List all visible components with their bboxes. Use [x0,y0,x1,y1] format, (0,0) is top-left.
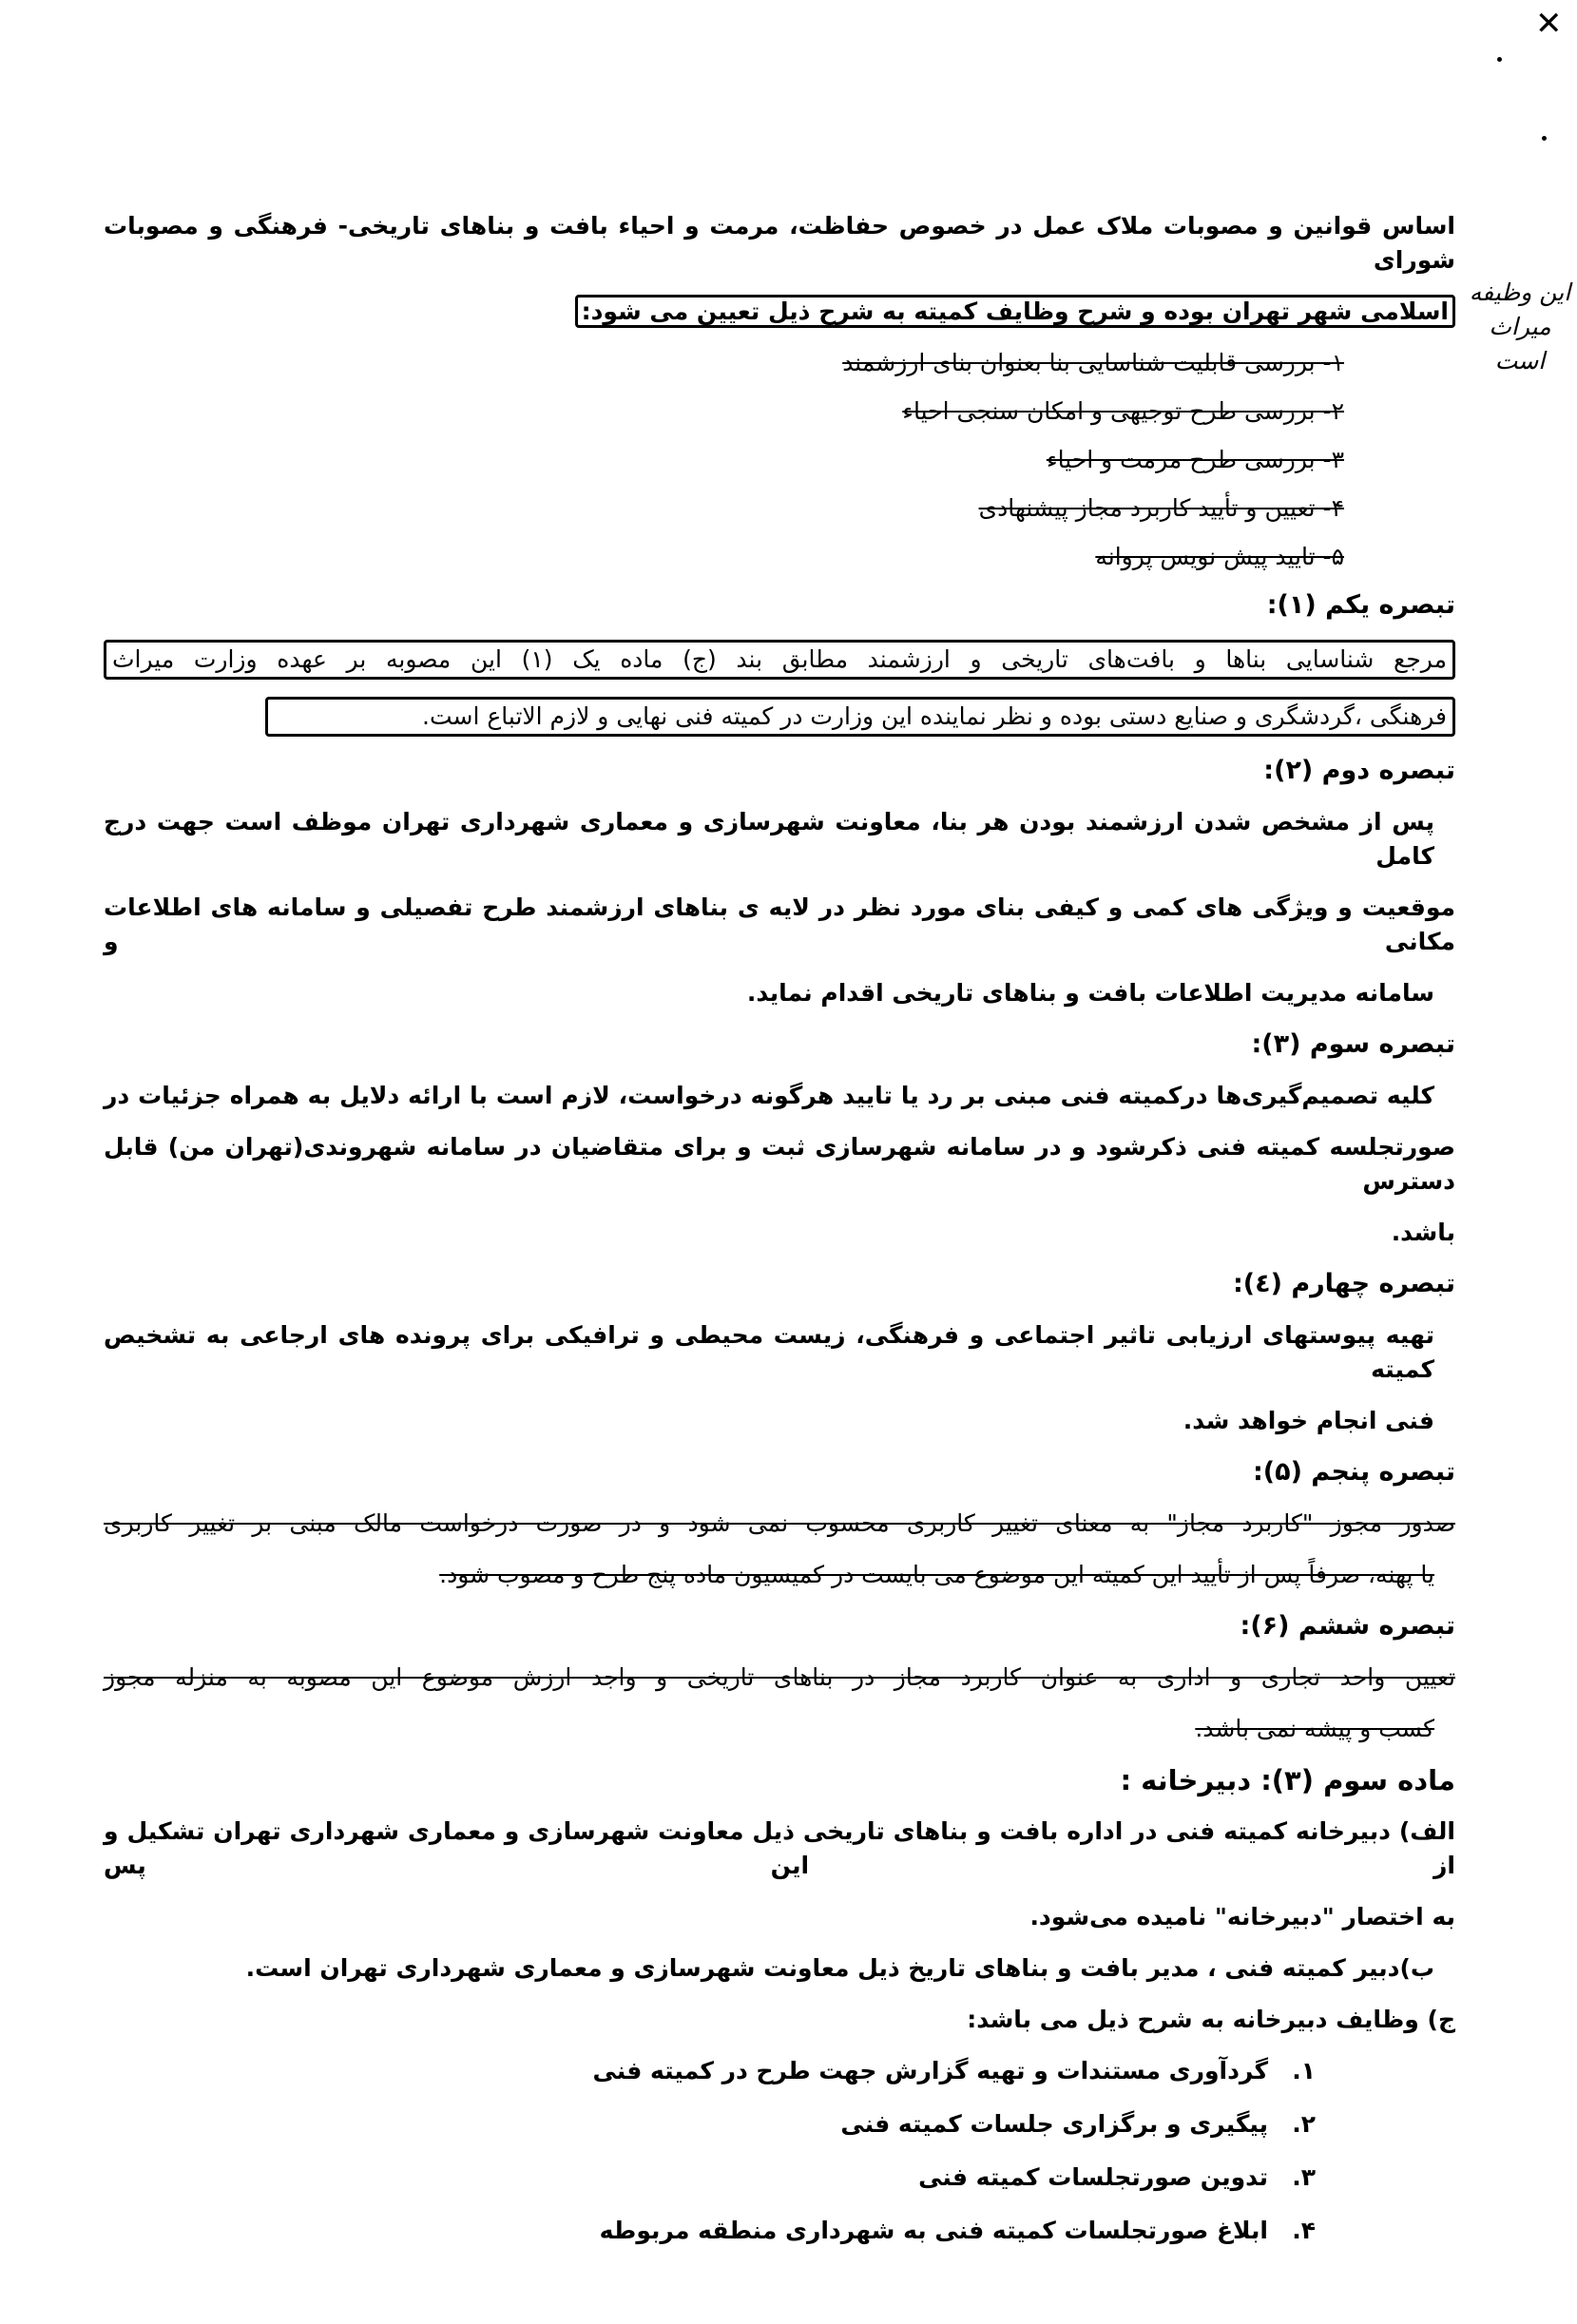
top-corner-mark: ✕ [1535,5,1563,43]
note-4-line: فنی انجام خواهد شد. [1183,1407,1434,1434]
note-3-heading: تبصره سوم (۳): [1251,1029,1455,1059]
item-text: گردآوری مستندات و تهیه گزارش جهت طرح در کمیته فنی [592,2057,1268,2084]
duty-item: ۳- بررسی طرح مرمت و احیاء [1046,446,1344,473]
note-6-line: تعیین واحد تجاری و اداری به عنوان کاربرد مجاز در بناهای تاریخی و واجد ارزش موضوع این مصوبه به منزله مجوز [104,1663,1455,1691]
duty-item: ۴- تعیین و تأیید کاربرد مجاز پیشنهادی [978,494,1344,522]
article-3-jim: ج) وظایف دبیرخانه به شرح ذیل می باشد: [967,2006,1455,2033]
note-3-line: کلیه تصمیم‌گیری‌ها درکمیته فنی مبنی بر رد یا تایید هرگونه درخواست، لازم است با ارائه دلایل به همراه جزئیات در [104,1082,1434,1109]
article-3-heading: ماده سوم (۳): دبیرخانه : [1120,1764,1455,1796]
note-2-line: موقعیت و ویژگی های کمی و کیفی بنای مورد نظر در لایه ی بناهای ارزشمند طرح تفصیلی و سامانه های اطلاعات مکانی و [104,893,1455,955]
item-text: پیگیری و برگزاری جلسات کمیته فنی [840,2110,1268,2138]
note-1-heading: تبصره یکم (۱): [1266,590,1455,620]
intro-line-2-text: اسلامی شهر تهران بوده و شرح وظایف کمیته به شرح ذیل تعیین می شود: [575,295,1455,328]
article-3-be: ب)دبیر کمیته فنی ، مدیر بافت و بناهای تاریخ ذیل معاونت شهرسازی و معماری شهرداری تهران است. [245,1954,1434,1982]
item-number: ۲. [1292,2110,1316,2138]
note-2-line: سامانه مدیریت اطلاعات بافت و بناهای تاریخی اقدام نماید. [746,979,1434,1007]
intro-line-2 [104,295,1455,329]
duty-item: ۱- بررسی قابلیت شناسایی بنا بعنوان بنای ارزشمند [842,349,1344,376]
secretariat-duty-item [104,2161,1316,2195]
note-6-line: کسب و پیشه نمی باشد. [1195,1715,1434,1742]
note-4-line: تهیه پیوستهای ارزیابی تاثیر اجتماعی و فرهنگی، زیست محیطی و ترافیکی برای پرونده های ارجاعی به تشخیص کمیته [104,1321,1434,1383]
note-5-line: صدور مجوز "کاربرد مجاز" به معنای تغییر کاربری محسوب نمی شود و در صورت درخواست مالک مبنی بر تغییر کاربری [104,1509,1455,1537]
duty-item: ۲- بررسی طرح توجیهی و امکان سنجی احیاء [902,397,1344,425]
item-text: ابلاغ صورتجلسات کمیته فنی به شهرداری منطقه مربوطه [599,2217,1268,2244]
item-number: ۳. [1292,2163,1316,2191]
intro-line-1: اساس قوانین و مصوبات ملاک عمل در خصوص حفاظت، مرمت و احیاء بافت و بناهای تاریخی- فرهنگی و مصوبات شورای [104,212,1455,274]
note-1-line: فرهنگی ،گردشگری و صنایع دستی بوده و نظر نماینده این وزارت در کمیته فنی نهایی و لازم الاتباع است. [265,697,1455,737]
item-number: ۴. [1292,2217,1316,2244]
secretariat-duty-item [104,2107,1316,2142]
note-5-line: یا پهنه، صرفاً پس از تأیید این کمیته این موضوع می بایست در کمیسیون ماده پنج طرح و مصوب شود. [439,1561,1434,1588]
note-5-heading: تبصره پنجم (۵): [1252,1457,1455,1487]
note-6-heading: تبصره ششم (۶): [1240,1611,1455,1641]
handwritten-note: این وظیفه میراث است [1469,278,1571,375]
secretariat-duty-item [104,2214,1316,2248]
note-4-heading: تبصره چهارم (٤): [1232,1269,1455,1298]
item-number: ۱. [1292,2057,1316,2084]
duty-item: ۵- تایید پیش نویس پروانه [1095,543,1344,570]
article-3-alef-line: الف) دبیرخانه کمیته فنی در اداره بافت و بناهای تاریخی ذیل معاونت شهرسازی و معماری شهرداری تهران تشکیل و از این پس [104,1817,1455,1879]
note-3-line: باشد. [1391,1219,1455,1246]
note-3-line: صورتجلسه کمیته فنی ذکرشود و در سامانه شهرسازی ثبت و برای متقاضیان در سامانه شهروندی(تهران من) قابل دسترس [104,1133,1455,1195]
note-2-heading: تبصره دوم (۲): [1263,756,1455,785]
note-1-line: مرجع شناسایی بناها و بافت‌های تاریخی و ارزشمند مطابق بند (ج) ماده یک (۱) این مصوبه بر عهده وزارت میراث [104,640,1455,680]
note-2-line: پس از مشخص شدن ارزشمند بودن هر بنا، معاونت شهرسازی و معماری شهرداری تهران موظف است جهت درج کامل [104,808,1434,870]
item-text: تدوین صورتجلسات کمیته فنی [918,2163,1268,2191]
article-3-alef-line: به اختصار "دبیرخانه" نامیده می‌شود. [1029,1903,1455,1930]
secretariat-duty-item [104,2054,1316,2088]
